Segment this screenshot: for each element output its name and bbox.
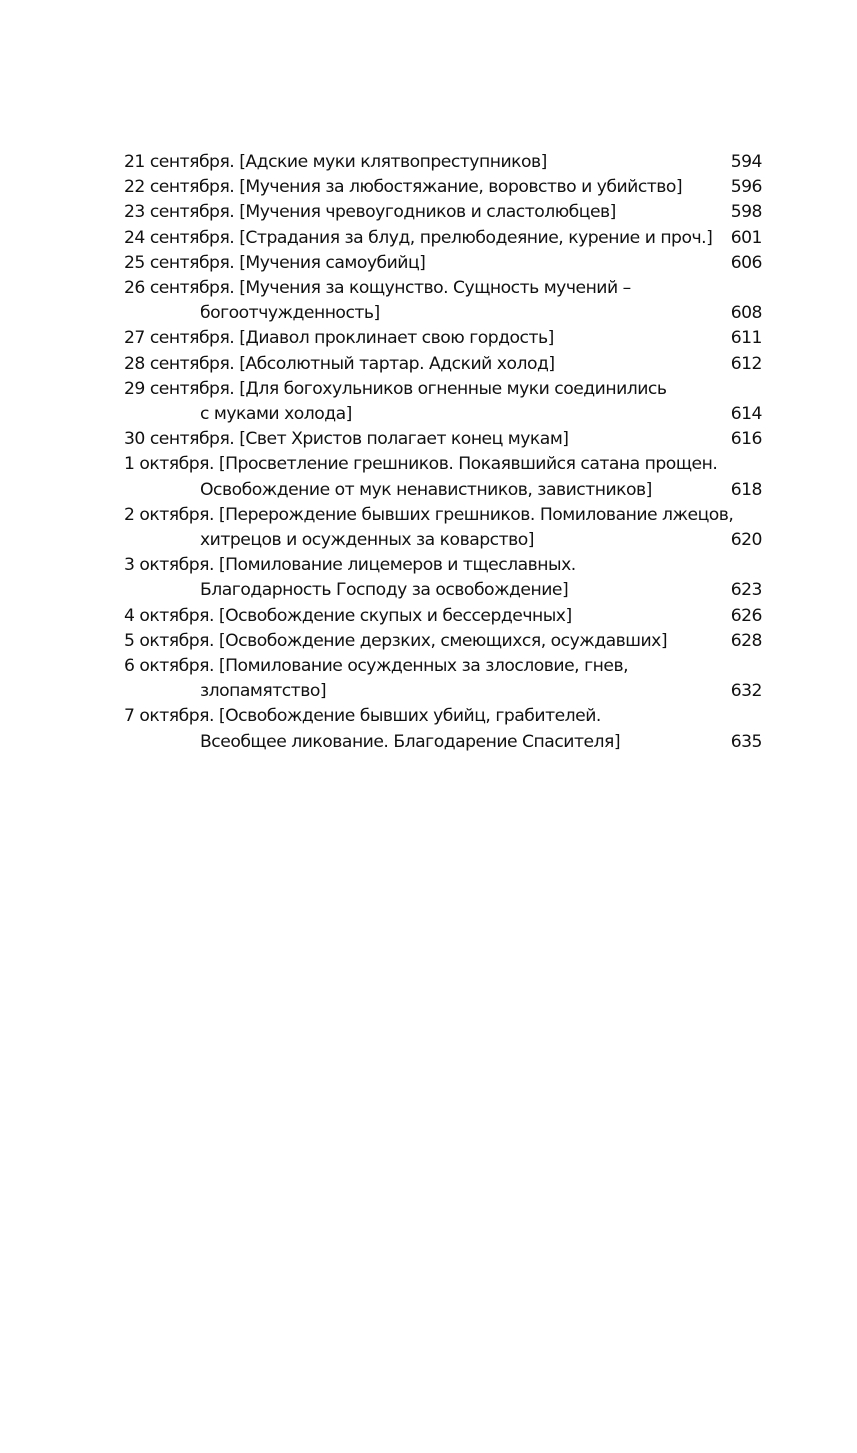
toc-entry-title-continued: богоотчужденность]	[200, 303, 380, 324]
toc-entry	[124, 427, 762, 452]
toc-entry-title: 24 сентября. [Страдания за блуд, прелюбодеяние, курение и проч.]	[124, 227, 713, 248]
toc-entry-title: 25 сентября. [Мучения самоубийц]	[124, 252, 426, 273]
toc-entry-title-continued: Всеобщее ликование. Благодарение Спасителя]	[200, 731, 621, 752]
toc-page-number: 632	[730, 681, 762, 702]
toc-entry	[124, 150, 762, 175]
toc-entry-title: 26 сентября. [Мучения за кощунство. Сущность мучений –	[124, 278, 631, 299]
toc-entry-title: 22 сентября. [Мучения за любостяжание, воровство и убийство]	[124, 177, 683, 198]
toc-entry-title: 4 октября. [Освобождение скупых и бессердечных]	[124, 605, 572, 626]
toc-page-number: 635	[730, 731, 762, 752]
toc-page-number: 612	[730, 353, 762, 374]
toc-entry	[124, 226, 762, 251]
toc-page-number: 598	[730, 202, 762, 223]
toc-entry-title: 6 октября. [Помилование осужденных за злословие, гнев,	[124, 656, 629, 677]
toc-entry	[124, 553, 762, 603]
toc-entry-title-continued: Освобождение от мук ненавистников, завистников]	[200, 479, 652, 500]
toc-page-number: 628	[730, 630, 762, 651]
toc-entry-title: 3 октября. [Помилование лицемеров и тщеславных.	[124, 555, 576, 576]
toc-entry	[124, 629, 762, 654]
toc-page-number: 611	[730, 328, 762, 349]
toc-page-number: 594	[730, 152, 762, 172]
toc-entry-title: 23 сентября. [Мучения чревоугодников и сластолюбцев]	[124, 202, 616, 223]
toc-page-number: 620	[730, 530, 762, 551]
toc-page-number: 618	[730, 479, 762, 500]
toc-entry	[124, 276, 762, 326]
toc-entry-title: 30 сентября. [Свет Христов полагает конец мукам]	[124, 429, 569, 450]
toc-entry-title: 27 сентября. [Диавол проклинает свою гордость]	[124, 328, 554, 349]
toc-entry-title: 5 октября. [Освобождение дерзких, смеющихся, осуждавших]	[124, 630, 668, 651]
toc-entry	[124, 352, 762, 377]
toc-entry-title-continued: злопамятство]	[200, 681, 327, 702]
toc-entry	[124, 377, 762, 427]
toc-entry	[124, 175, 762, 200]
toc-page-number: 616	[730, 429, 762, 450]
toc-entry-title: 7 октября. [Освобождение бывших убийц, грабителей.	[124, 706, 601, 727]
table-of-contents	[124, 150, 762, 755]
toc-page-number: 623	[730, 580, 762, 601]
toc-page-number: 614	[730, 404, 762, 425]
toc-entry-title-continued: хитрецов и осужденных за коварство]	[200, 530, 534, 551]
toc-entry-title-continued: Благодарность Господу за освобождение]	[200, 580, 569, 601]
toc-entry	[124, 704, 762, 754]
toc-entry	[124, 452, 762, 502]
toc-entry-title: 28 сентября. [Абсолютный тартар. Адский холод]	[124, 353, 555, 374]
toc-entry	[124, 251, 762, 276]
toc-entry	[124, 654, 762, 704]
toc-page-number: 596	[730, 177, 762, 198]
toc-page-number: 606	[730, 252, 762, 273]
toc-entry-title: 21 сентября. [Адские муки клятвопреступников]	[124, 152, 547, 172]
toc-entry-title: 29 сентября. [Для богохульников огненные муки соединились	[124, 378, 667, 399]
toc-page-number: 626	[730, 605, 762, 626]
toc-page-number: 608	[730, 303, 762, 324]
toc-entry	[124, 200, 762, 225]
toc-page-number: 601	[730, 227, 762, 248]
toc-entry-title: 1 октября. [Просветление грешников. Покаявшийся сатана прощен.	[124, 454, 718, 475]
toc-entry-title-continued: с муками холода]	[200, 404, 352, 425]
toc-entry	[124, 503, 762, 553]
toc-entry	[124, 326, 762, 351]
toc-entry	[124, 604, 762, 629]
toc-entry-title: 2 октября. [Перерождение бывших грешников. Помилование лжецов,	[124, 504, 734, 525]
